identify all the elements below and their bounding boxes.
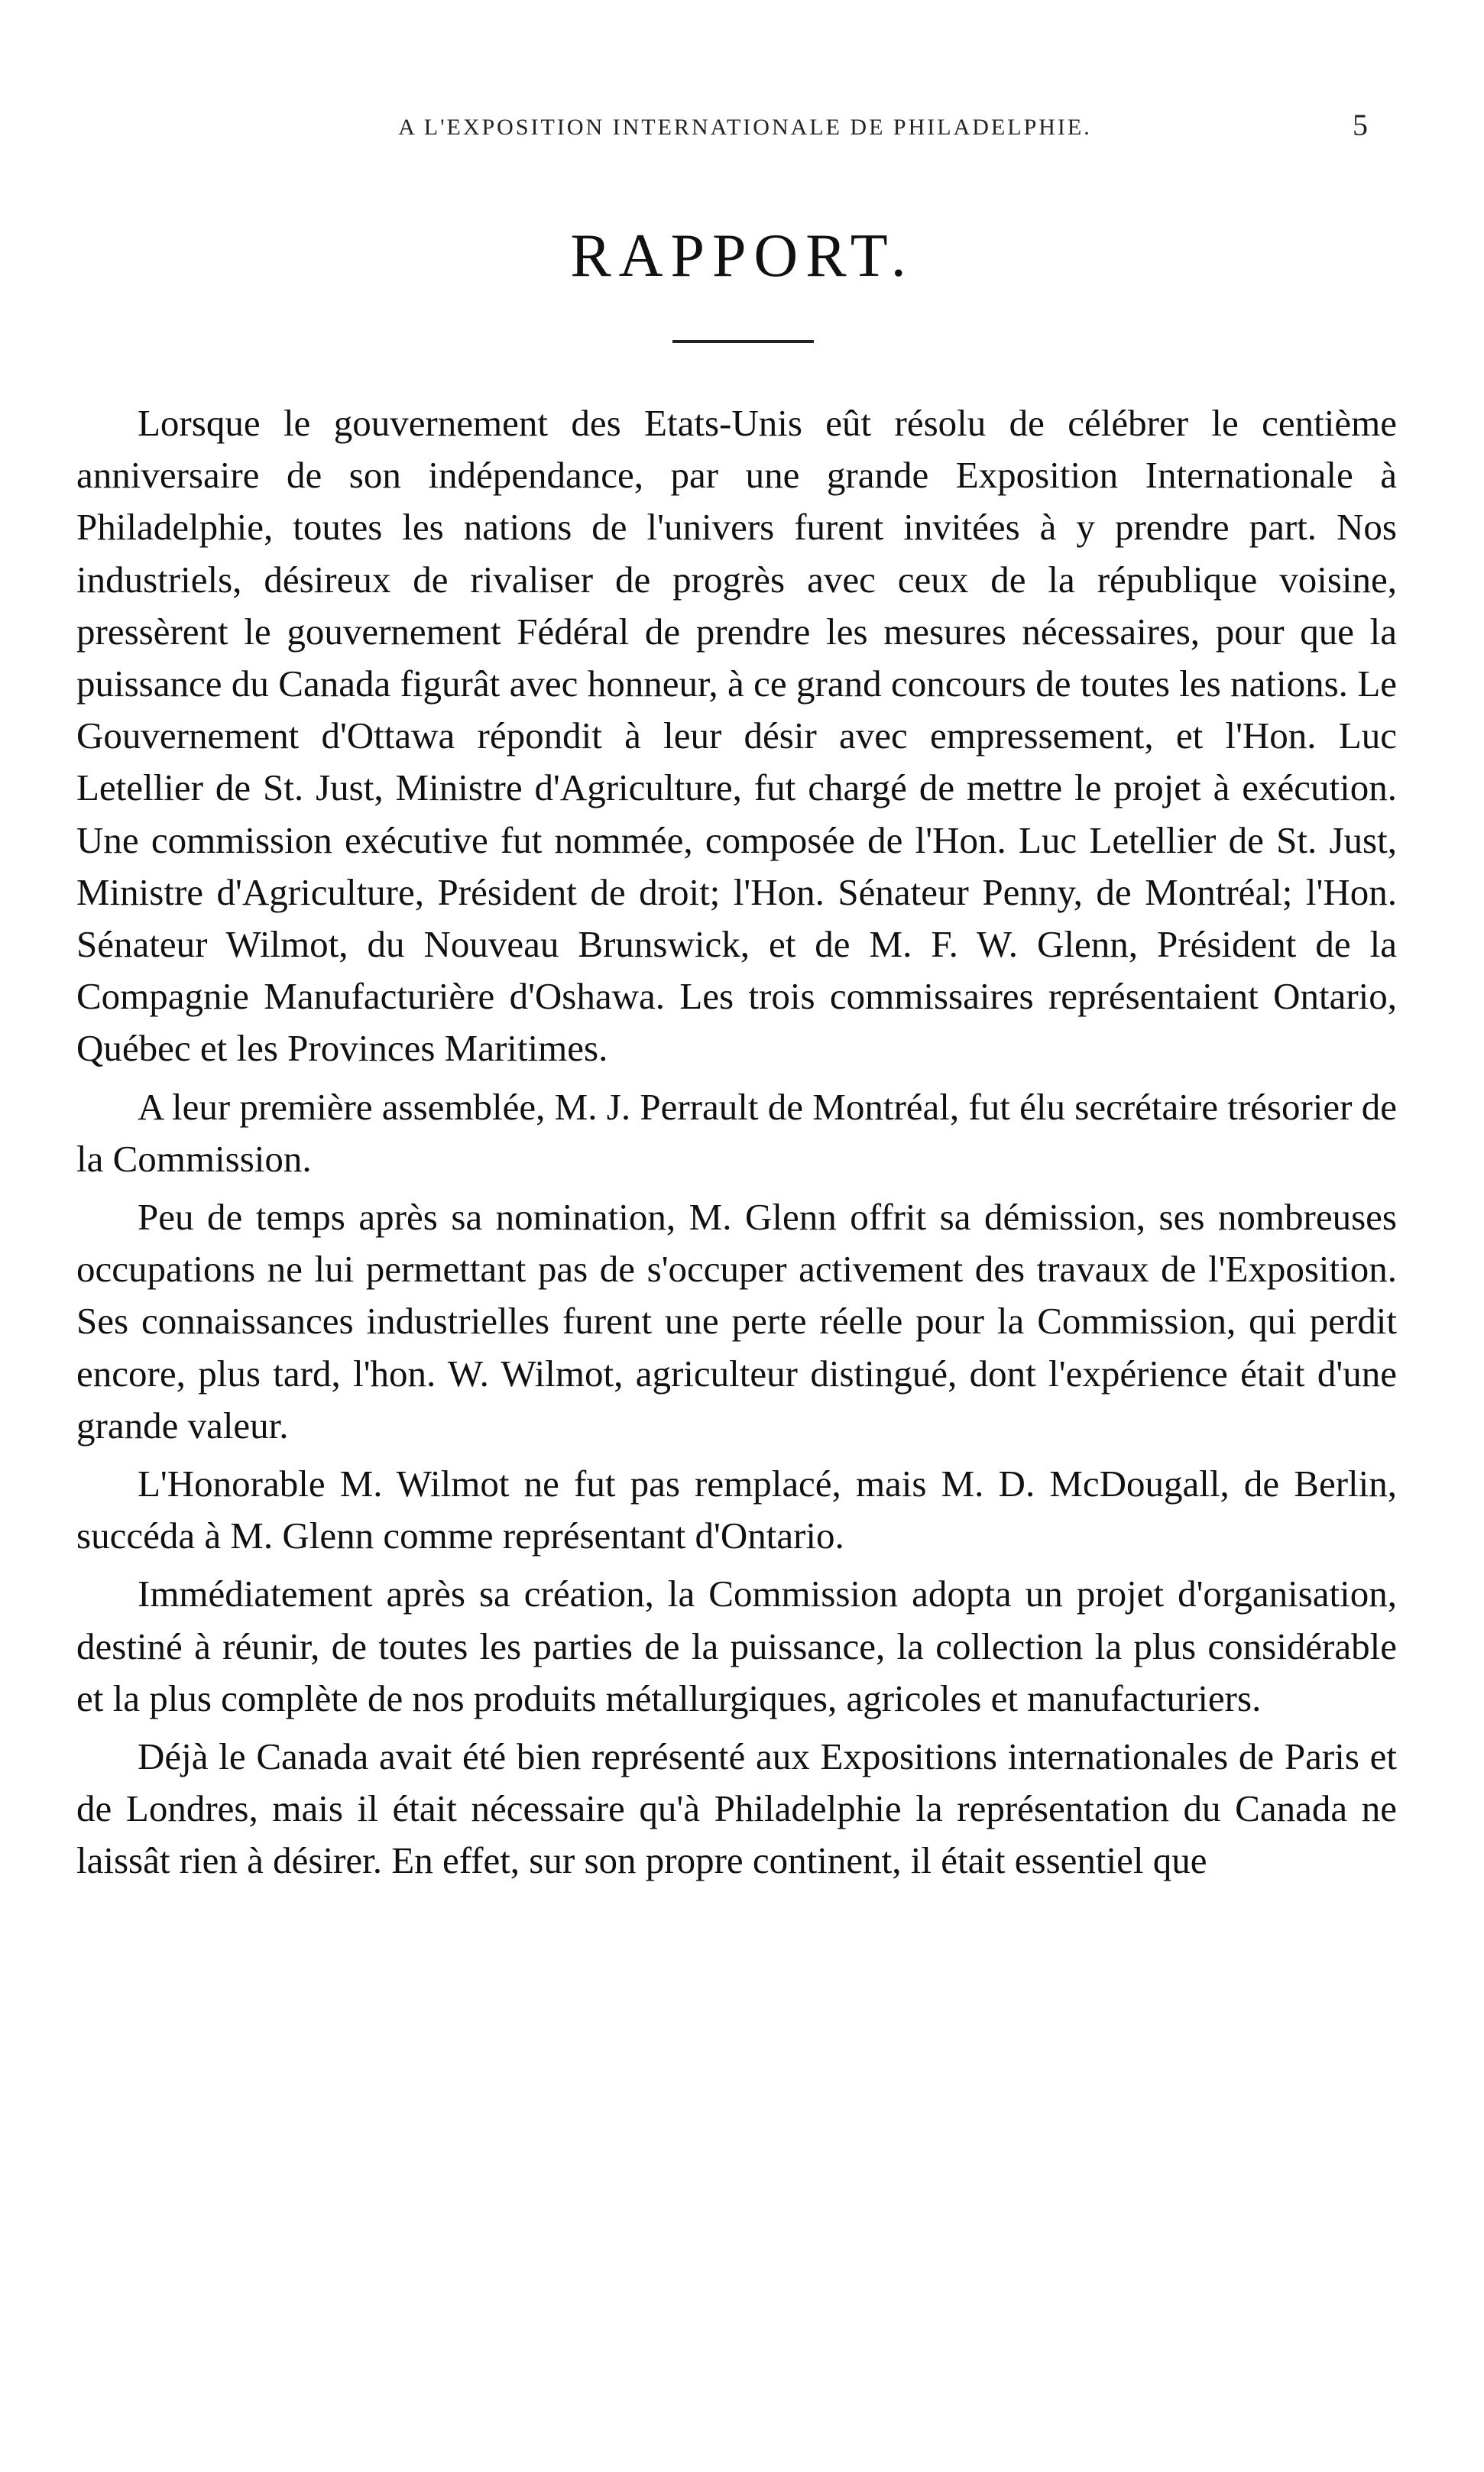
running-title: A L'EXPOSITION INTERNATIONALE DE PHILADELPHIE. — [398, 115, 1092, 140]
paragraph: A leur première assemblée, M. J. Perrault de Montréal, fut élu secrétaire trésorier de la Commission. — [76, 1085, 1397, 1180]
paragraph: Déjà le Canada avait été bien représenté aux Expositions internationales de Paris et de Londres, mais il était nécessaire qu'à Philadelphie la représentation du Canada ne laissât rien à désirer. En effet, sur son propre continent, il était essentiel que — [76, 1735, 1397, 1882]
title-divider — [672, 340, 814, 343]
body-text — [76, 397, 1397, 1887]
paragraph: Lorsque le gouvernement des Etats-Unis eût résolu de célébrer le centième anniversaire de son indépendance, par une grande Exposition Internationale à Philadelphie, toutes les nations de l'univers furent invitées à y prendre part. Nos industriels, désireux de rivaliser de progrès avec ceux de la république voisine, pressèrent le gouvernement Fédéral de prendre les mesures nécessaires, pour que la puissance du Canada figurât avec honneur, à ce grand concours de toutes les nations. Le Gouvernement d'Ottawa répondit à leur désir avec empressement, et l'Hon. Luc Letellier de St. Just, Ministre d'Agriculture, fut chargé de mettre le projet à exécution. Une commission exécutive fut nommée, composée de l'Hon. Luc Letellier de St. Just, Ministre d'Agriculture, Président de droit; l'Hon. Sénateur Penny, de Montréal; l'Hon. Sénateur Wilmot, du Nouveau Brunswick, et de M. F. W. Glenn, Président de la Compagnie Manufacturière d'Oshawa. Les trois commissaires représentaient Ontario, Québec et les Provinces Maritimes. — [76, 402, 1397, 1070]
paragraph: Immédiatement après sa création, la Commission adopta un projet d'organisation, destiné à réunir, de toutes les parties de la puissance, la collection la plus considérable et la plus complète de nos produits métallurgiques, agricoles et manufacturiers. — [76, 1573, 1397, 1719]
paragraph: Peu de temps après sa nomination, M. Glenn offrit sa démission, ses nombreuses occupations ne lui permettant pas de s'occuper activement des travaux de l'Exposition. Ses connaissances industrielles furent une perte réelle pour la Commission, qui perdit encore, plus tard, l'hon. W. Wilmot, agriculteur distingué, dont l'expérience était d'une grande valeur. — [76, 1196, 1397, 1447]
page-number: 5 — [1353, 108, 1368, 142]
page-title: RAPPORT. — [570, 222, 914, 290]
paragraph: L'Honorable M. Wilmot ne fut pas remplacé, mais M. D. McDougall, de Berlin, succéda à M. Glenn comme représentant d'Ontario. — [76, 1463, 1397, 1557]
